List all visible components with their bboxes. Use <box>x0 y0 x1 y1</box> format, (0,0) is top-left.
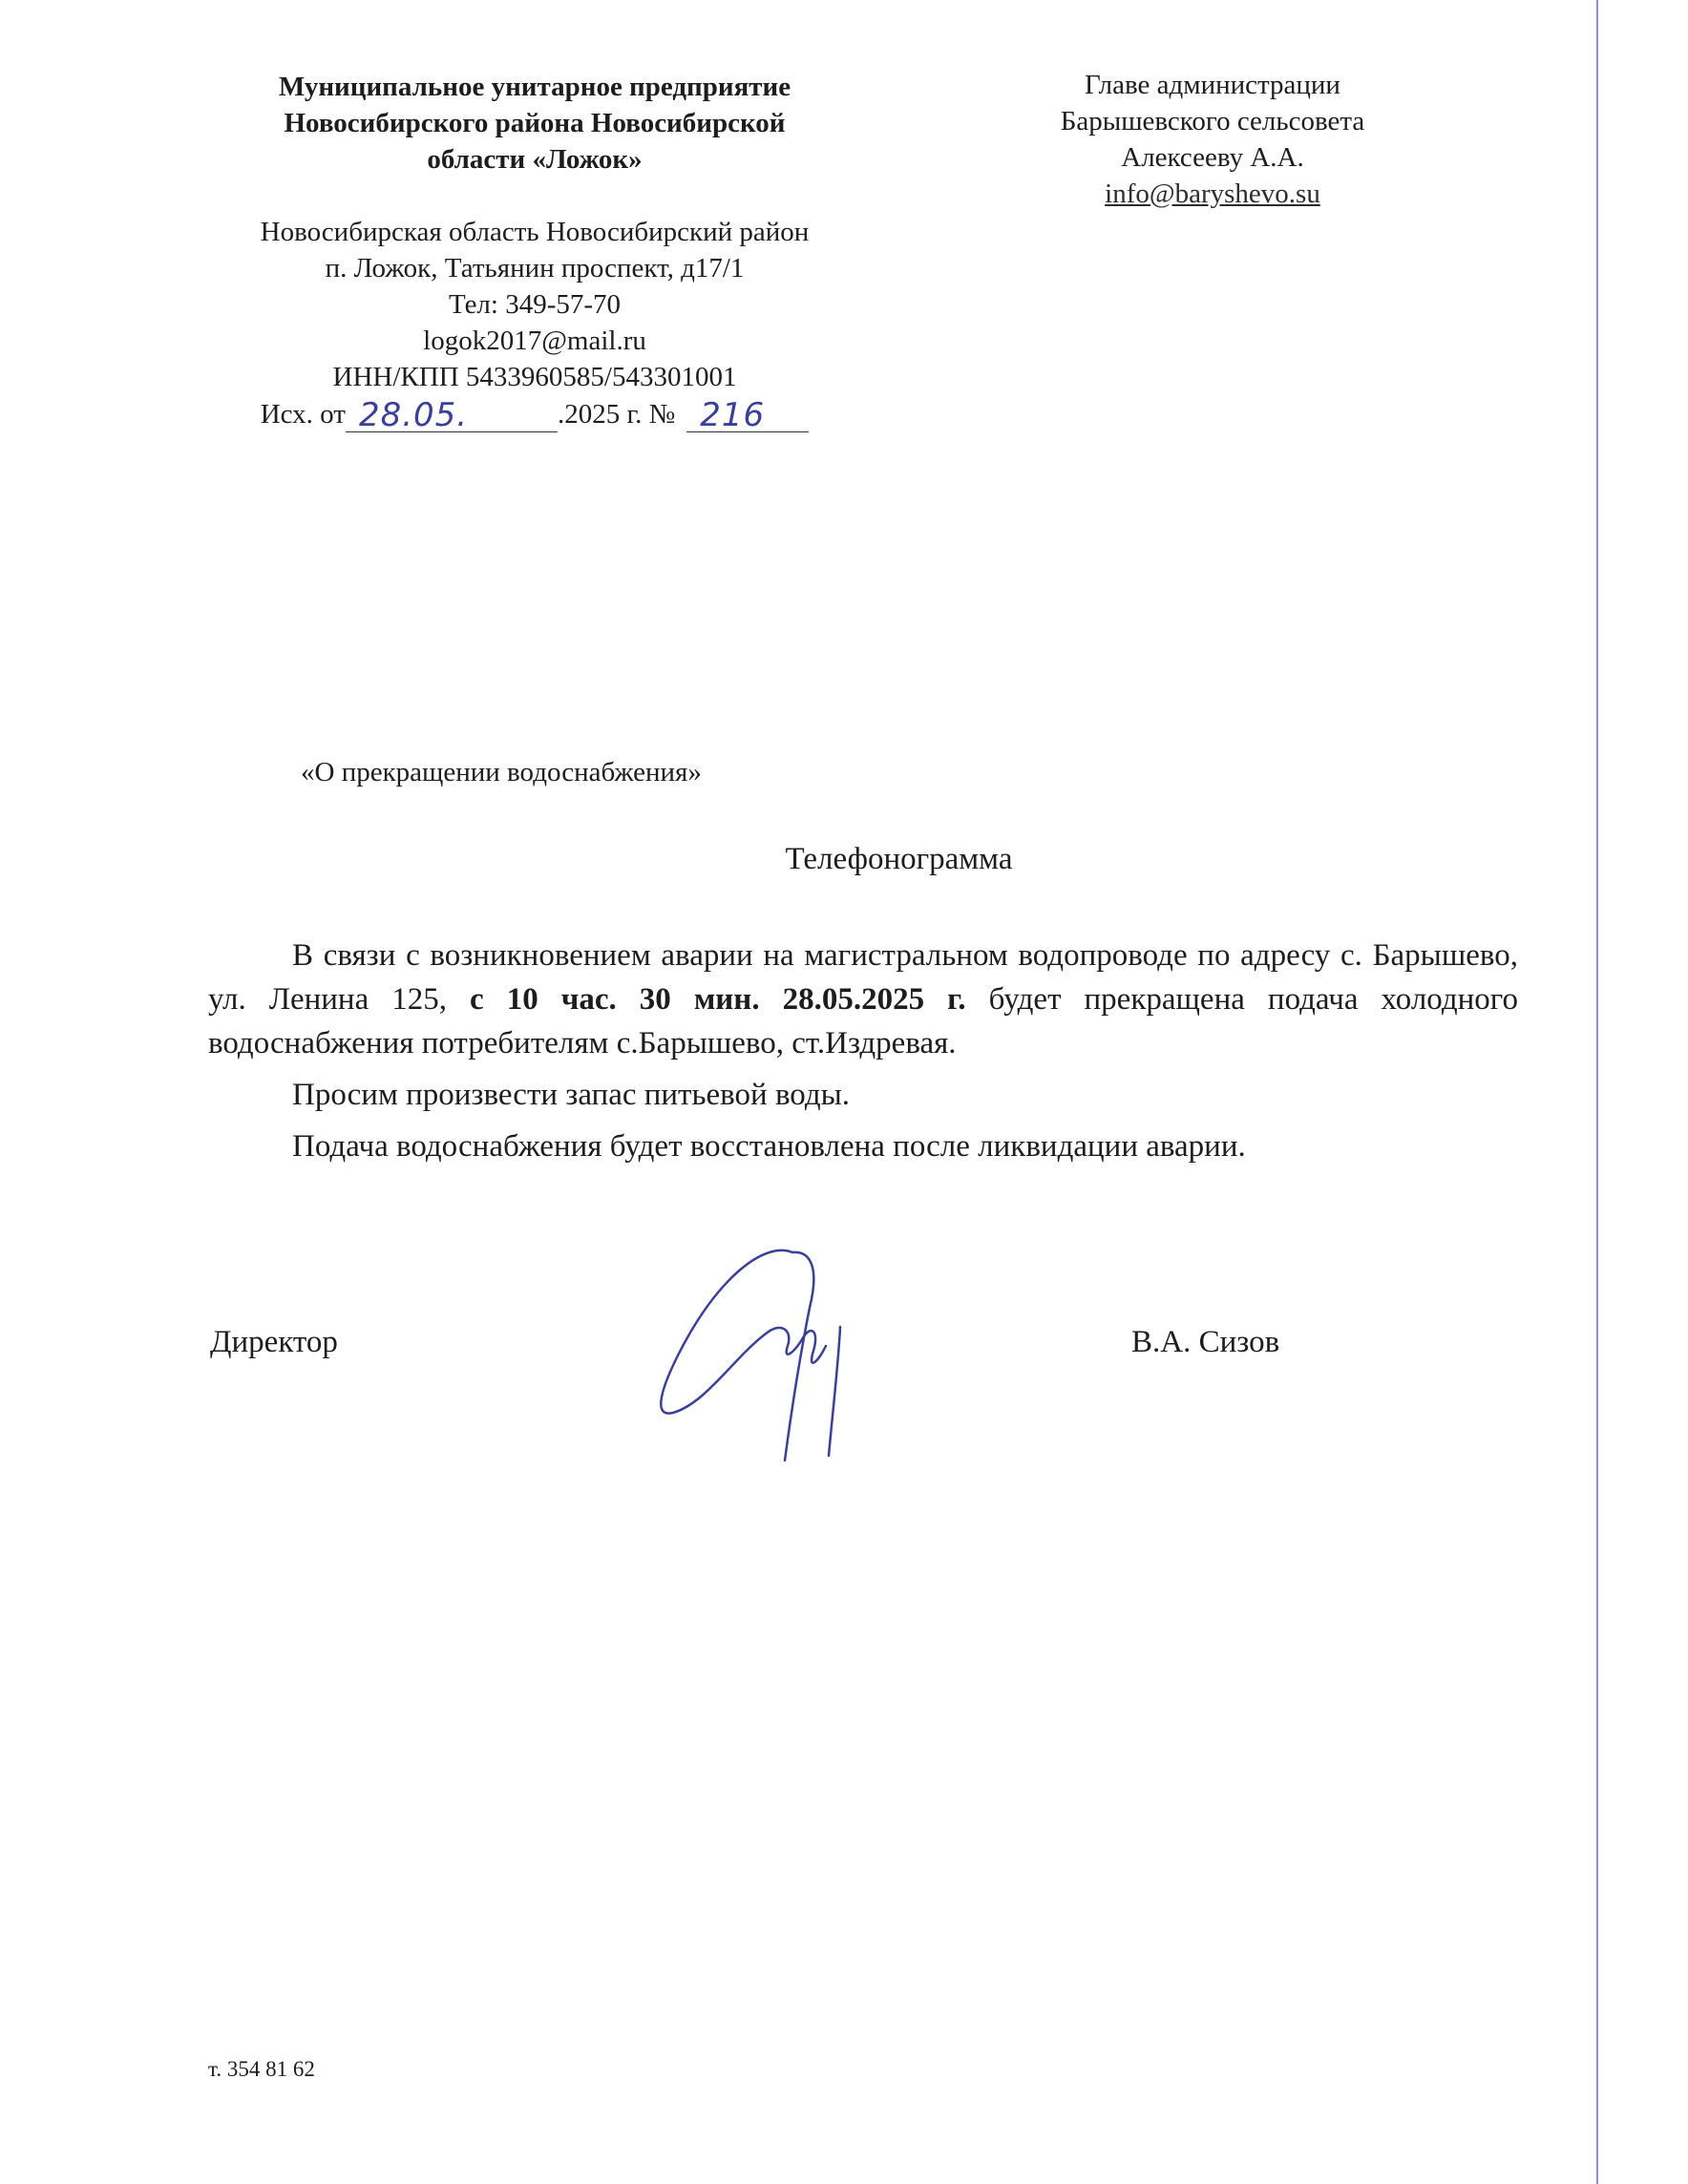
body-p1-bold-datetime: с 10 час. 30 мин. 28.05.2025 г. <box>470 982 966 1017</box>
document-type-title: Телефонограмма <box>785 842 1013 876</box>
ref-number-blank <box>686 395 809 432</box>
sender-organization <box>205 69 864 178</box>
document-body <box>208 934 1518 1168</box>
body-paragraph-1 <box>208 934 1518 1065</box>
recipient-block <box>1012 67 1413 212</box>
body-paragraph-2: Просим произвести запас питьевой воды. <box>292 1078 851 1112</box>
sender-address-line: п. Ложок, Татьянин проспект, д17/1 <box>325 253 745 284</box>
sender-org-line: Муниципальное унитарное предприятие <box>278 72 791 102</box>
signer-name: В.А. Сизов <box>1131 1325 1280 1359</box>
page-edge-line <box>1596 0 1598 2184</box>
sender-org-line: области «Ложок» <box>427 144 643 175</box>
sender-email: logok2017@mail.ru <box>423 326 646 356</box>
ref-number-handwritten: 216 <box>700 396 766 434</box>
outgoing-reference <box>205 395 864 432</box>
recipient-line: Главе администрации <box>1085 70 1340 100</box>
body-paragraph-3: Подача водоснабжения будет восстановлена после ликвидации аварии. <box>292 1129 1246 1164</box>
sender-org-line: Новосибирского района Новосибирской <box>284 108 786 138</box>
ref-date-handwritten: 28.05. <box>358 396 469 434</box>
document-subject: «О прекращении водоснабжения» <box>301 757 702 788</box>
handwritten-signature <box>649 1241 897 1470</box>
ref-prefix: Исх. от <box>260 399 346 430</box>
sender-phone: Тел: 349-57-70 <box>448 289 622 320</box>
ref-date-blank <box>346 395 558 432</box>
sender-block <box>205 69 864 432</box>
recipient-line: Барышевского сельсовета <box>1060 106 1365 136</box>
footer-phone: т. 354 81 62 <box>208 2057 315 2081</box>
sender-address-line: Новосибирская область Новосибирский район <box>260 217 810 247</box>
recipient-email-link[interactable]: info@baryshevo.su <box>1105 178 1320 209</box>
signer-title: Директор <box>210 1325 338 1359</box>
body-p1-text-end: будет прекращена подача холодного водоснабжения потребителям с.Барышево, ст.Издревая. <box>208 982 1518 1060</box>
sender-inn-kpp: ИНН/КПП 5433960585/543301001 <box>332 362 737 392</box>
ref-year-suffix: .2025 г. № <box>557 399 676 430</box>
body-p1-text: В связи с возникновением аварии на магистральном водопроводе по адресу с. Барышево, ул. Ленина 125, <box>208 938 1518 1017</box>
recipient-name: Алексееву А.А. <box>1121 142 1304 173</box>
